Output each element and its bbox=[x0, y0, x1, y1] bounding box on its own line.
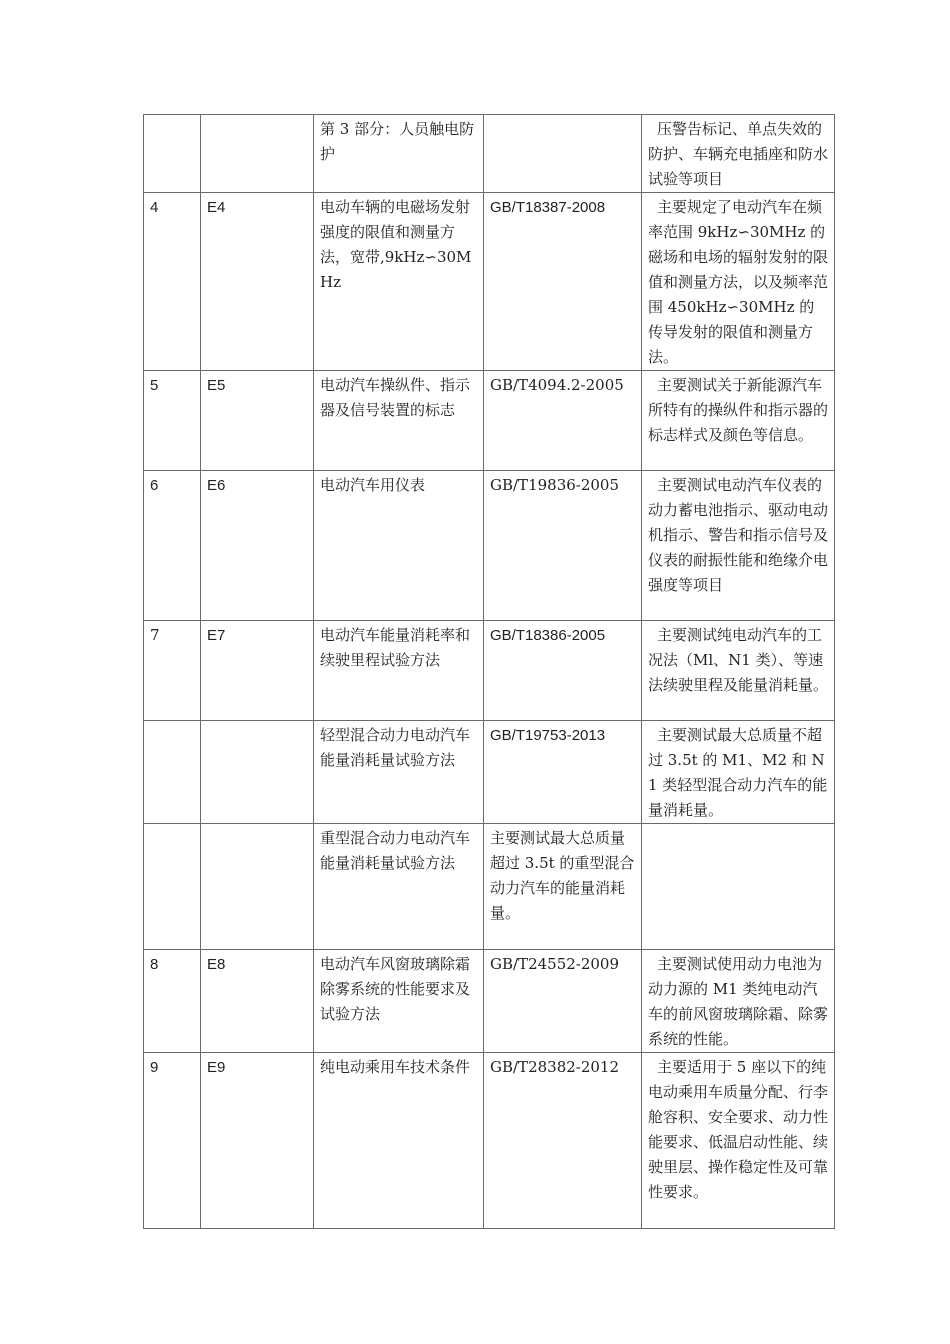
table-row bbox=[144, 193, 835, 371]
row-code: E6 bbox=[201, 471, 314, 621]
row-number bbox=[144, 115, 201, 193]
table-row bbox=[144, 621, 835, 721]
row-name: 纯电动乘用车技术条件 bbox=[314, 1053, 484, 1229]
table-row bbox=[144, 824, 835, 950]
row-number: 7 bbox=[144, 621, 201, 721]
row-number: 4 bbox=[144, 193, 201, 371]
row-standard: 主要测试最大总质量超过 3.5t 的重型混合动力汽车的能量消耗量。 bbox=[484, 824, 642, 950]
standards-table bbox=[143, 114, 835, 1229]
row-description: 主要规定了电动汽车在频率范围 9kHz∽30MHz 的磁场和电场的辐射发射的限值和测量方法，以及频率范围 450kHz∽30MHz 的传导发射的限值和测量方法。 bbox=[642, 193, 835, 371]
row-name: 重型混合动力电动汽车能量消耗量试验方法 bbox=[314, 824, 484, 950]
row-standard: GB/T4094.2-2005 bbox=[484, 371, 642, 471]
row-name: 电动汽车风窗玻璃除霜除雾系统的性能要求及试验方法 bbox=[314, 950, 484, 1053]
row-description: 主要测试纯电动汽车的工况法（Ml、N1 类）、等速法续驶里程及能量消耗量。 bbox=[642, 621, 835, 721]
row-description: 主要适用于 5 座以下的纯电动乘用车质量分配、行李舱容积、安全要求、动力性能要求、低温启动性能、续驶里层、操作稳定性及可靠性要求。 bbox=[642, 1053, 835, 1229]
row-name: 第 3 部分：人员触电防护 bbox=[314, 115, 484, 193]
table-row bbox=[144, 471, 835, 621]
row-description: 主要测试电动汽车仪表的动力蓄电池指示、驱动电动机指示、警告和指示信号及仪表的耐振性能和绝缘介电强度等项目 bbox=[642, 471, 835, 621]
row-number: 8 bbox=[144, 950, 201, 1053]
row-number bbox=[144, 824, 201, 950]
row-description: 压警告标记、单点失效的防护、车辆充电插座和防水试验等项目 bbox=[642, 115, 835, 193]
row-code bbox=[201, 721, 314, 824]
row-name: 电动车辆的电磁场发射强度的限值和测量方法，宽带,9kHz∽30MHz bbox=[314, 193, 484, 371]
row-number: 5 bbox=[144, 371, 201, 471]
row-code: E4 bbox=[201, 193, 314, 371]
row-standard: GB/T18387-2008 bbox=[484, 193, 642, 371]
row-standard: GB/T24552-2009 bbox=[484, 950, 642, 1053]
row-name: 电动汽车用仪表 bbox=[314, 471, 484, 621]
table-row bbox=[144, 371, 835, 471]
table-row bbox=[144, 950, 835, 1053]
row-standard: GB/T19836-2005 bbox=[484, 471, 642, 621]
row-code bbox=[201, 115, 314, 193]
row-description bbox=[642, 824, 835, 950]
row-standard: GB/T28382-2012 bbox=[484, 1053, 642, 1229]
row-standard: GB/T18386-2005 bbox=[484, 621, 642, 721]
table-row bbox=[144, 1053, 835, 1229]
row-number bbox=[144, 721, 201, 824]
row-code bbox=[201, 824, 314, 950]
row-code: E7 bbox=[201, 621, 314, 721]
row-number: 6 bbox=[144, 471, 201, 621]
row-description: 主要测试关于新能源汽车所特有的操纵件和指示器的标志样式及颜色等信息。 bbox=[642, 371, 835, 471]
row-number: 9 bbox=[144, 1053, 201, 1229]
row-name: 电动汽车能量消耗率和续驶里程试验方法 bbox=[314, 621, 484, 721]
row-standard: GB/T19753-2013 bbox=[484, 721, 642, 824]
row-name: 电动汽车操纵件、指示器及信号装置的标志 bbox=[314, 371, 484, 471]
row-standard bbox=[484, 115, 642, 193]
table-row bbox=[144, 115, 835, 193]
table-row bbox=[144, 721, 835, 824]
row-description: 主要测试使用动力电池为动力源的 M1 类纯电动汽车的前风窗玻璃除霜、除雾系统的性能。 bbox=[642, 950, 835, 1053]
row-code: E9 bbox=[201, 1053, 314, 1229]
row-name: 轻型混合动力电动汽车能量消耗量试验方法 bbox=[314, 721, 484, 824]
row-code: E5 bbox=[201, 371, 314, 471]
row-code: E8 bbox=[201, 950, 314, 1053]
row-description: 主要测试最大总质量不超过 3.5t 的 M1、M2 和 N1 类轻型混合动力汽车的能量消耗量。 bbox=[642, 721, 835, 824]
